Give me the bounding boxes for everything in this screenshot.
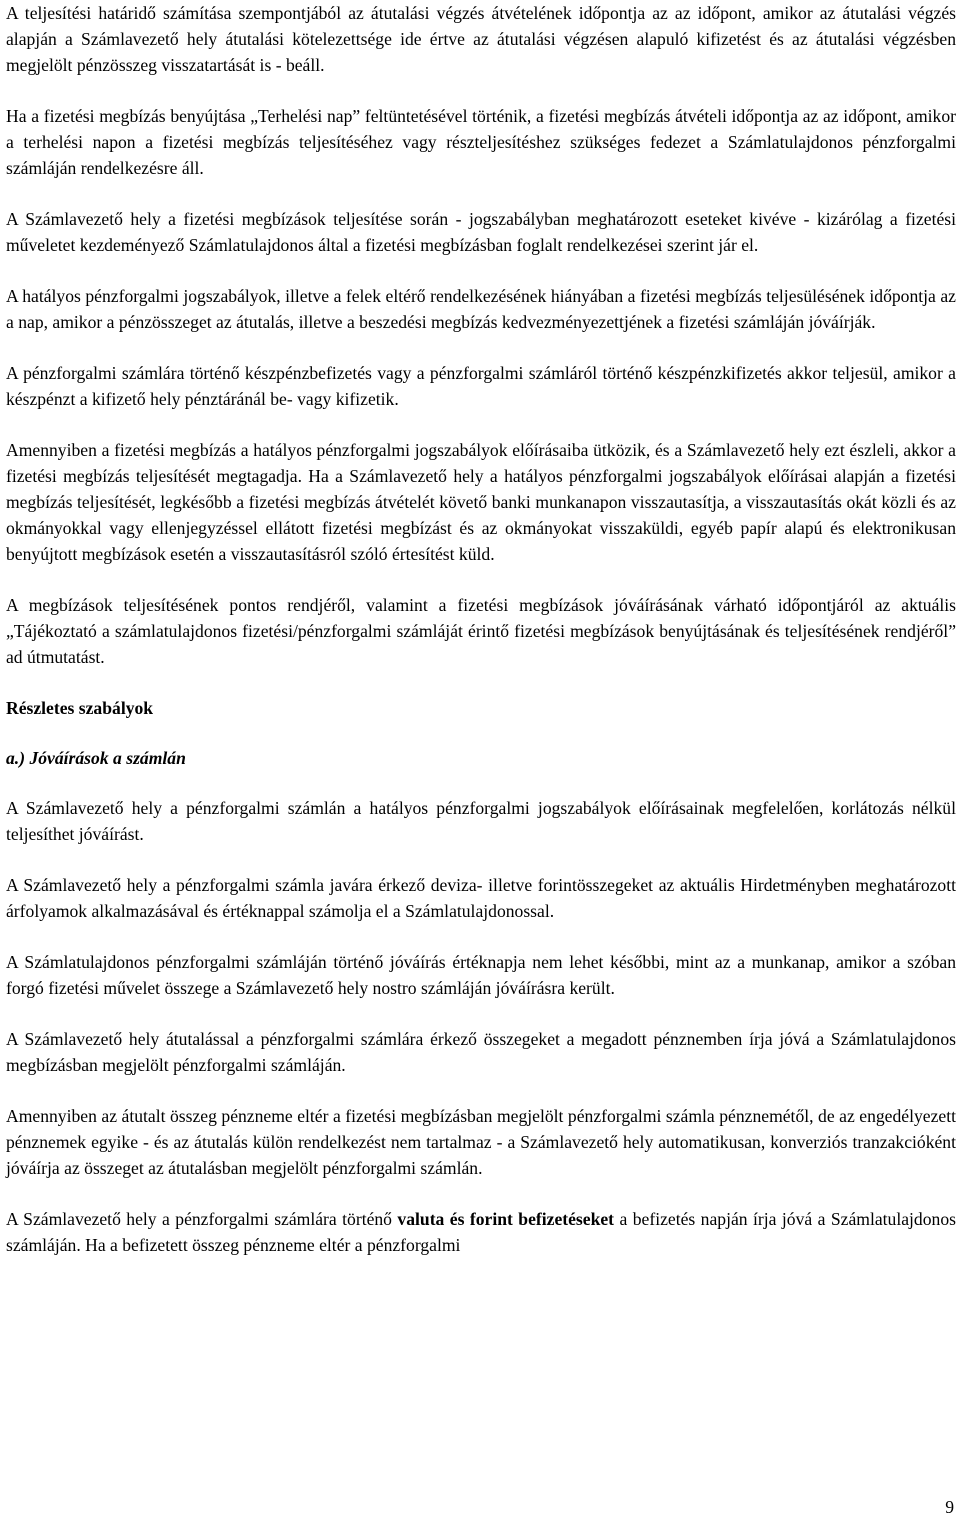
paragraph-incoming-transfers: A Számlavezető hely átutalással a pénzforgalmi számlára érkező összegeket a megadott pénznemben írja jóvá a Számlatulajdonos megbízásban megjelölt pénzforgalmi számláján. (6, 1029, 956, 1075)
page-number: 9 (945, 1497, 954, 1517)
paragraph-guide-reference: A megbízások teljesítésének pontos rendjéről, valamint a fizetési megbízások jóváírásának várható időpontjáról az aktuális „Tájékoztató a számlatulajdonos fizetési/pénzforgalmi számláját érintő fizetési megbízások benyújtásának és teljesítésének rendjéről” ad útmutatást. (6, 595, 956, 667)
subsection-heading: a.) Jóváírások a számlán (6, 748, 186, 768)
cash-deposits-text-start: A Számlavezető hely a pénzforgalmi számlára történő (6, 1209, 398, 1229)
paragraph-credit-unrestricted: A Számlavezető hely a pénzforgalmi számlán a hatályos pénzforgalmi jogszabályok előírásainak megfelelően, korlátozás nélkül teljesíthet jóváírást. (6, 798, 956, 844)
section-heading: Részletes szabályok (6, 698, 154, 718)
paragraph-execution-rules: A Számlavezető hely a fizetési megbízások teljesítése során - jogszabályban meghatározott eseteket kivéve - kizárólag a fizetési műveletet kezdeményező Számlatulajdonos által a fizetési megbízásban foglalt rendelkezései szerint jár el. (6, 209, 956, 255)
paragraph-transfer-order-timing: A teljesítési határidő számítása szempontjából az átutalási végzés átvételének időpontja az az időpont, amikor az átutalási végzés alapján a Számlavezető hely átutalási kötelezettsége ide értve az átutalási végzésen alapuló kifizetést és az átutalási végzésben megjelölt pénzösszeg visszatartását is - beáll. (6, 3, 956, 75)
paragraph-currency-conversion: Amennyiben az átutalt összeg pénzneme eltér a fizetési megbízásban megjelölt pénzforgalmi számla pénznemétől, de az engedélyezett pénznemek egyike - és az átutalás külön rendelkezést nem tartalmaz - a Számlavezető hely automatikusan, konverziós tranzakcióként jóváírja az összeget az átutalásban megjelölt pénzforgalmi számlán. (6, 1106, 956, 1178)
cash-deposits-text-end: a befizetés napján írja jóvá a Számlatulajdonos számláján. Ha a befizetett összeg pénzneme eltér a pénzforgalmi (6, 1209, 956, 1255)
paragraph-exchange-rates: A Számlavezető hely a pénzforgalmi számla javára érkező deviza- illetve forintösszegeket az aktuális Hirdetményben meghatározott árfolyamok alkalmazásával és értéknappal számolja el a Számlatulajdonossal. (6, 875, 956, 921)
paragraph-cash-deposits (6, 1206, 956, 1258)
document-body (6, 0, 956, 1283)
cash-deposits-bold-text: valuta és forint befizetéseket (397, 1209, 615, 1229)
paragraph-debit-day: Ha a fizetési megbízás benyújtása „Terhelési nap” feltüntetésével történik, a fizetési megbízás átvételi időpontja az az időpont, amikor a terhelési napon a fizetési megbízás teljesítéséhez vagy részteljesítéshez szükséges fedezet a Számlatulajdonos pénzforgalmi számláján rendelkezésre áll. (6, 106, 956, 178)
paragraph-completion-time: A hatályos pénzforgalmi jogszabályok, illetve a felek eltérő rendelkezésének hiányában a fizetési megbízás teljesülésének időpontja az a nap, amikor a pénzösszeget az átutalás, illetve a beszedési megbízás kedvezményezettjének a fizetési számláján jóváírják. (6, 286, 956, 332)
paragraph-value-date: A Számlatulajdonos pénzforgalmi számláján történő jóváírás értéknapja nem lehet későbbi, mint az a munkanap, amikor a szóban forgó fizetési művelet összege a Számlavezető hely nostro számláján jóváírásra került. (6, 952, 956, 998)
paragraph-cash-payment: A pénzforgalmi számlára történő készpénzbefizetés vagy a pénzforgalmi számláról történő készpénzkifizetés akkor teljesül, amikor a készpénzt a kifizető hely pénztáránál be- vagy kifizetik. (6, 363, 956, 409)
paragraph-rejection: Amennyiben a fizetési megbízás a hatályos pénzforgalmi jogszabályok előírásaiba ütközik, és a Számlavezető hely ezt észleli, akkor a fizetési megbízás teljesítését megtagadja. Ha a Számlavezető hely a hatályos pénzforgalmi jogszabályok előírásai alapján a fizetési megbízás teljesítését, legkésőbb a fizetési megbízás átvételét követő banki munkanapon visszautasítja, a visszautasítás okát közli és az okmányokkal vagy ellenjegyzéssel ellátott fizetési megbízást és az okmányokat visszaküldi, egyéb papír alapú és elektronikusan benyújtott megbízások esetén a visszautasításról szóló értesítést küld. (6, 440, 956, 564)
